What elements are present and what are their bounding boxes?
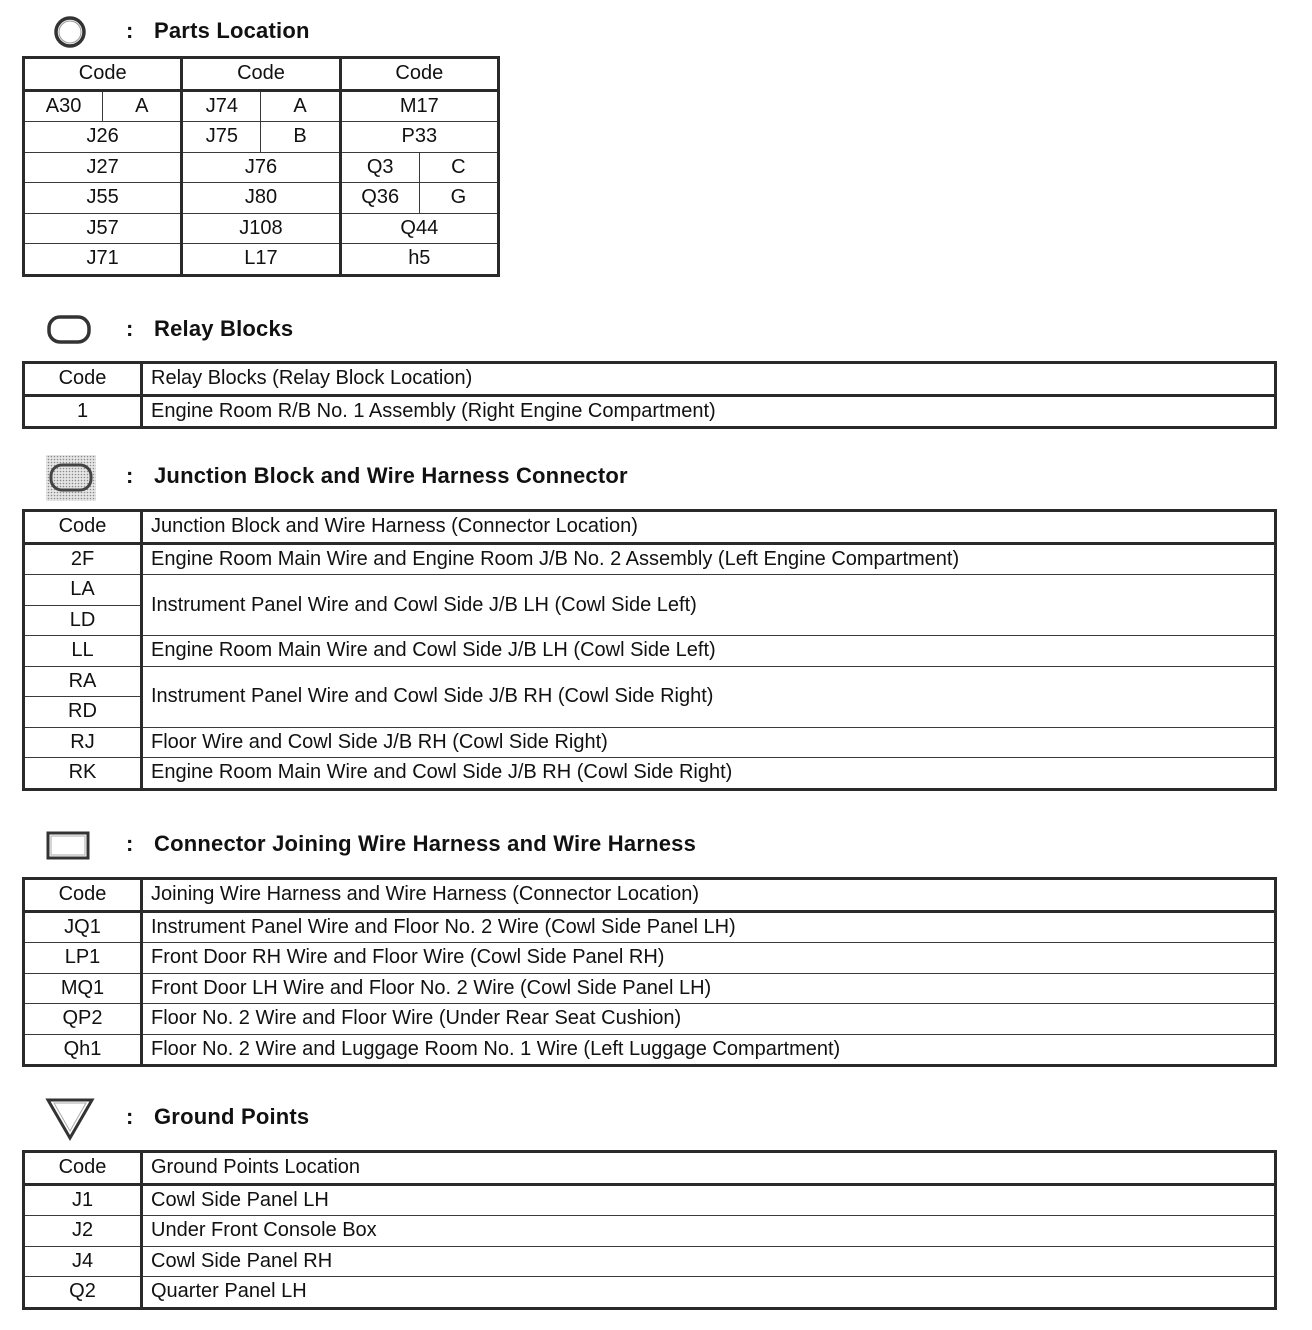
junction-code: LD bbox=[24, 605, 142, 636]
part-code: J75 bbox=[182, 122, 261, 153]
heading-colon: : bbox=[126, 831, 134, 856]
rounded-rect-icon bbox=[44, 308, 96, 352]
description-header: Joining Wire Harness and Wire Harness (Connector Location) bbox=[142, 879, 1276, 912]
table-row bbox=[24, 1277, 1276, 1309]
table-row bbox=[24, 395, 1276, 428]
table-row bbox=[24, 1246, 1276, 1277]
part-code: Q36 bbox=[340, 183, 419, 214]
connector-code: JQ1 bbox=[24, 911, 142, 943]
rectangle-icon bbox=[44, 823, 96, 867]
code-header: Code bbox=[24, 511, 142, 544]
ground-code: Q2 bbox=[24, 1277, 142, 1309]
heading-colon: : bbox=[126, 316, 134, 341]
table-row bbox=[24, 575, 1276, 606]
table-row bbox=[24, 758, 1276, 790]
circle-icon bbox=[44, 10, 96, 54]
table-row bbox=[24, 943, 1276, 974]
column-header: Code bbox=[24, 58, 182, 91]
table-row bbox=[24, 1034, 1276, 1066]
junction-code: 2F bbox=[24, 543, 142, 575]
junction-block-heading bbox=[44, 455, 944, 499]
connector-code: MQ1 bbox=[24, 973, 142, 1004]
connector-code: Qh1 bbox=[24, 1034, 142, 1066]
heading-colon: : bbox=[126, 463, 134, 488]
relay-blocks-table bbox=[22, 361, 1277, 429]
ground-description: Quarter Panel LH bbox=[142, 1277, 1276, 1309]
table-row bbox=[24, 152, 499, 183]
code-header: Code bbox=[24, 1152, 142, 1185]
connector-description: Floor No. 2 Wire and Luggage Room No. 1 Wire (Left Luggage Compartment) bbox=[142, 1034, 1276, 1066]
part-sub-code: C bbox=[419, 152, 498, 183]
section-title: Junction Block and Wire Harness Connector bbox=[154, 463, 628, 488]
table-row bbox=[24, 1184, 1276, 1216]
table-header-row bbox=[24, 879, 1276, 912]
section-title: Relay Blocks bbox=[154, 316, 294, 341]
part-code: J76 bbox=[182, 152, 340, 183]
part-code: J26 bbox=[24, 122, 182, 153]
section-title: Connector Joining Wire Harness and Wire Harness bbox=[154, 831, 697, 856]
connector-code: LP1 bbox=[24, 943, 142, 974]
part-code: J108 bbox=[182, 213, 340, 244]
part-code: J71 bbox=[24, 244, 182, 276]
table-header-row bbox=[24, 363, 1276, 396]
part-code: Q44 bbox=[340, 213, 498, 244]
part-code: J80 bbox=[182, 183, 340, 214]
ground-code: J4 bbox=[24, 1246, 142, 1277]
table-row bbox=[24, 911, 1276, 943]
junction-description: Instrument Panel Wire and Cowl Side J/B RH (Cowl Side Right) bbox=[142, 666, 1276, 727]
connector-heading bbox=[44, 823, 944, 867]
table-row bbox=[24, 244, 499, 276]
junction-code: RA bbox=[24, 666, 142, 697]
ground-description: Under Front Console Box bbox=[142, 1216, 1276, 1247]
junction-code: RK bbox=[24, 758, 142, 790]
part-code: J57 bbox=[24, 213, 182, 244]
ground-code: J1 bbox=[24, 1184, 142, 1216]
description-header: Ground Points Location bbox=[142, 1152, 1276, 1185]
column-header: Code bbox=[182, 58, 340, 91]
junction-description: Engine Room Main Wire and Engine Room J/B No. 2 Assembly (Left Engine Compartment) bbox=[142, 543, 1276, 575]
table-header-row bbox=[24, 1152, 1276, 1185]
junction-code: RJ bbox=[24, 727, 142, 758]
junction-code: RD bbox=[24, 697, 142, 728]
table-row bbox=[24, 122, 499, 153]
part-code: L17 bbox=[182, 244, 340, 276]
parts-location-heading bbox=[44, 10, 944, 54]
section-title: Parts Location bbox=[154, 18, 310, 43]
table-row bbox=[24, 183, 499, 214]
connector-description: Instrument Panel Wire and Floor No. 2 Wire (Cowl Side Panel LH) bbox=[142, 911, 1276, 943]
table-row bbox=[24, 543, 1276, 575]
description-header: Junction Block and Wire Harness (Connector Location) bbox=[142, 511, 1276, 544]
junction-description: Instrument Panel Wire and Cowl Side J/B LH (Cowl Side Left) bbox=[142, 575, 1276, 636]
column-header: Code bbox=[340, 58, 498, 91]
table-row bbox=[24, 666, 1276, 697]
ground-points-table bbox=[22, 1150, 1277, 1310]
junction-block-table bbox=[22, 509, 1277, 791]
section-title: Ground Points bbox=[154, 1104, 310, 1129]
heading-colon: : bbox=[126, 1104, 134, 1129]
connector-description: Front Door LH Wire and Floor No. 2 Wire (Cowl Side Panel LH) bbox=[142, 973, 1276, 1004]
triangle-down-icon bbox=[44, 1096, 96, 1140]
table-row bbox=[24, 1004, 1276, 1035]
table-row bbox=[24, 1216, 1276, 1247]
part-sub-code: A bbox=[261, 90, 340, 122]
ground-description: Cowl Side Panel LH bbox=[142, 1184, 1276, 1216]
junction-description: Engine Room Main Wire and Cowl Side J/B RH (Cowl Side Right) bbox=[142, 758, 1276, 790]
connector-code: QP2 bbox=[24, 1004, 142, 1035]
table-row bbox=[24, 636, 1276, 667]
table-row bbox=[24, 90, 499, 122]
part-code: J27 bbox=[24, 152, 182, 183]
part-code: P33 bbox=[340, 122, 498, 153]
junction-code: LA bbox=[24, 575, 142, 606]
shaded-rounded-rect-icon bbox=[44, 455, 96, 499]
junction-description: Floor Wire and Cowl Side J/B RH (Cowl Side Right) bbox=[142, 727, 1276, 758]
part-sub-code: G bbox=[419, 183, 498, 214]
table-row bbox=[24, 213, 499, 244]
heading-colon: : bbox=[126, 18, 134, 43]
table-row bbox=[24, 727, 1276, 758]
ground-description: Cowl Side Panel RH bbox=[142, 1246, 1276, 1277]
code-header: Code bbox=[24, 363, 142, 396]
table-row bbox=[24, 973, 1276, 1004]
ground-points-heading bbox=[44, 1096, 944, 1140]
part-code: h5 bbox=[340, 244, 498, 276]
junction-code: LL bbox=[24, 636, 142, 667]
code-header: Code bbox=[24, 879, 142, 912]
ground-code: J2 bbox=[24, 1216, 142, 1247]
connector-table bbox=[22, 877, 1277, 1067]
relay-code: 1 bbox=[24, 395, 142, 428]
part-code: J55 bbox=[24, 183, 182, 214]
part-sub-code: A bbox=[103, 90, 182, 122]
part-code: M17 bbox=[340, 90, 498, 122]
table-header-row bbox=[24, 511, 1276, 544]
part-code: A30 bbox=[24, 90, 103, 122]
description-header: Relay Blocks (Relay Block Location) bbox=[142, 363, 1276, 396]
part-code: Q3 bbox=[340, 152, 419, 183]
connector-description: Floor No. 2 Wire and Floor Wire (Under Rear Seat Cushion) bbox=[142, 1004, 1276, 1035]
part-code: J74 bbox=[182, 90, 261, 122]
relay-description: Engine Room R/B No. 1 Assembly (Right Engine Compartment) bbox=[142, 395, 1276, 428]
junction-description: Engine Room Main Wire and Cowl Side J/B LH (Cowl Side Left) bbox=[142, 636, 1276, 667]
relay-blocks-heading bbox=[44, 308, 944, 352]
parts-location-table bbox=[22, 56, 500, 277]
part-sub-code: B bbox=[261, 122, 340, 153]
connector-description: Front Door RH Wire and Floor Wire (Cowl Side Panel RH) bbox=[142, 943, 1276, 974]
